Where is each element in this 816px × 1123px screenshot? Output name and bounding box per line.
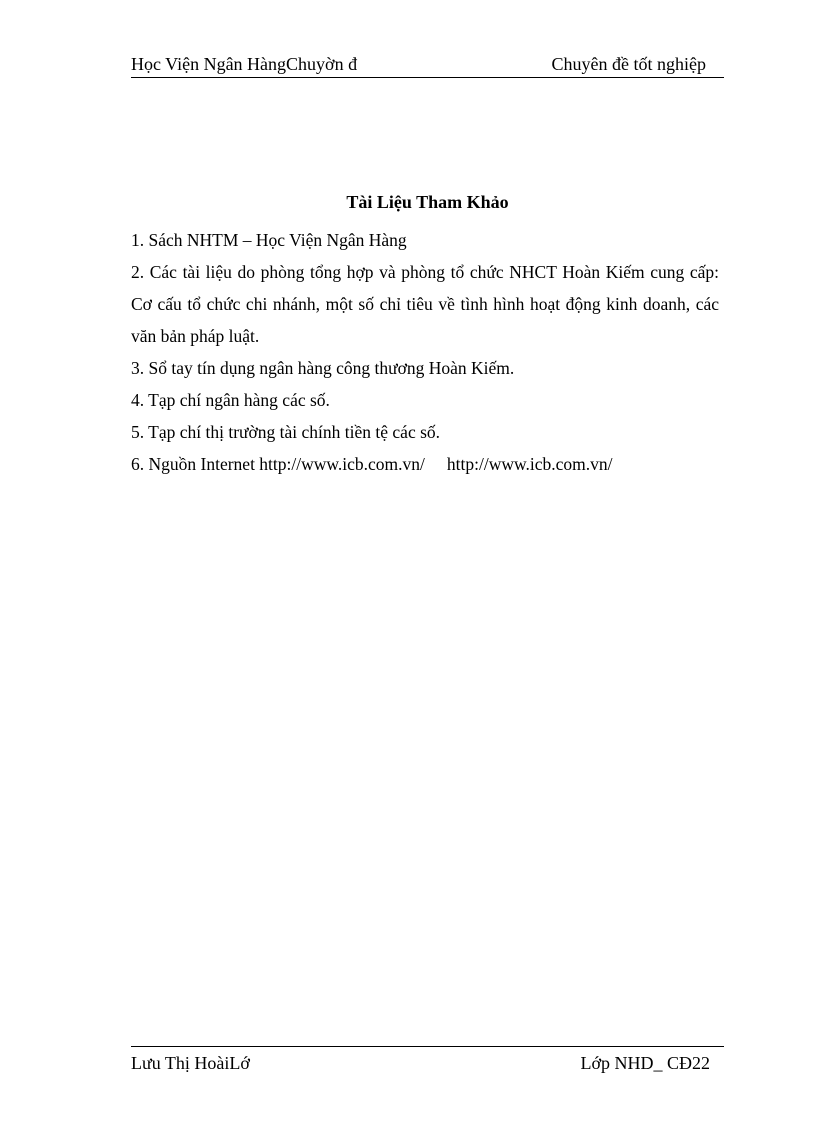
header-left-text: Học Viện Ngân HàngChuyờn đ [131, 54, 358, 74]
reference-item-1: 1. Sách NHTM – Học Viện Ngân Hàng [131, 230, 407, 250]
header-right-text: Chuyên đề tốt nghiệp [551, 54, 706, 74]
footer-class: Lớp NHD_ CĐ22 [580, 1053, 710, 1073]
reference-item-3: 3. Sổ tay tín dụng ngân hàng công thương Hoàn Kiếm. [131, 358, 515, 378]
reference-item-2: 2. Các tài liệu do phòng tổng hợp và phòng tổ chức NHCT Hoàn Kiếm cung cấp: Cơ cấu tổ chức chi nhánh, một số chỉ tiêu về tình hình hoạt động kinh doanh, các văn bản pháp luật. [131, 262, 719, 346]
reference-item-4: 4. Tạp chí ngân hàng các số. [131, 390, 330, 410]
page-footer [131, 1046, 724, 1077]
reference-item-6 [131, 448, 719, 480]
reference-link[interactable]: http://www.icb.com.vn/ [446, 454, 613, 474]
reference-item-6-text: 6. Nguồn Internet http://www.icb.com.vn/ [131, 454, 425, 474]
page-title: Tài Liệu Tham Khảo [346, 192, 509, 212]
page-header [131, 52, 724, 78]
reference-item-5: 5. Tạp chí thị trường tài chính tiền tệ các số. [131, 422, 441, 442]
reference-list [131, 224, 719, 480]
footer-author: Lưu Thị HoàiLớ [131, 1053, 250, 1073]
